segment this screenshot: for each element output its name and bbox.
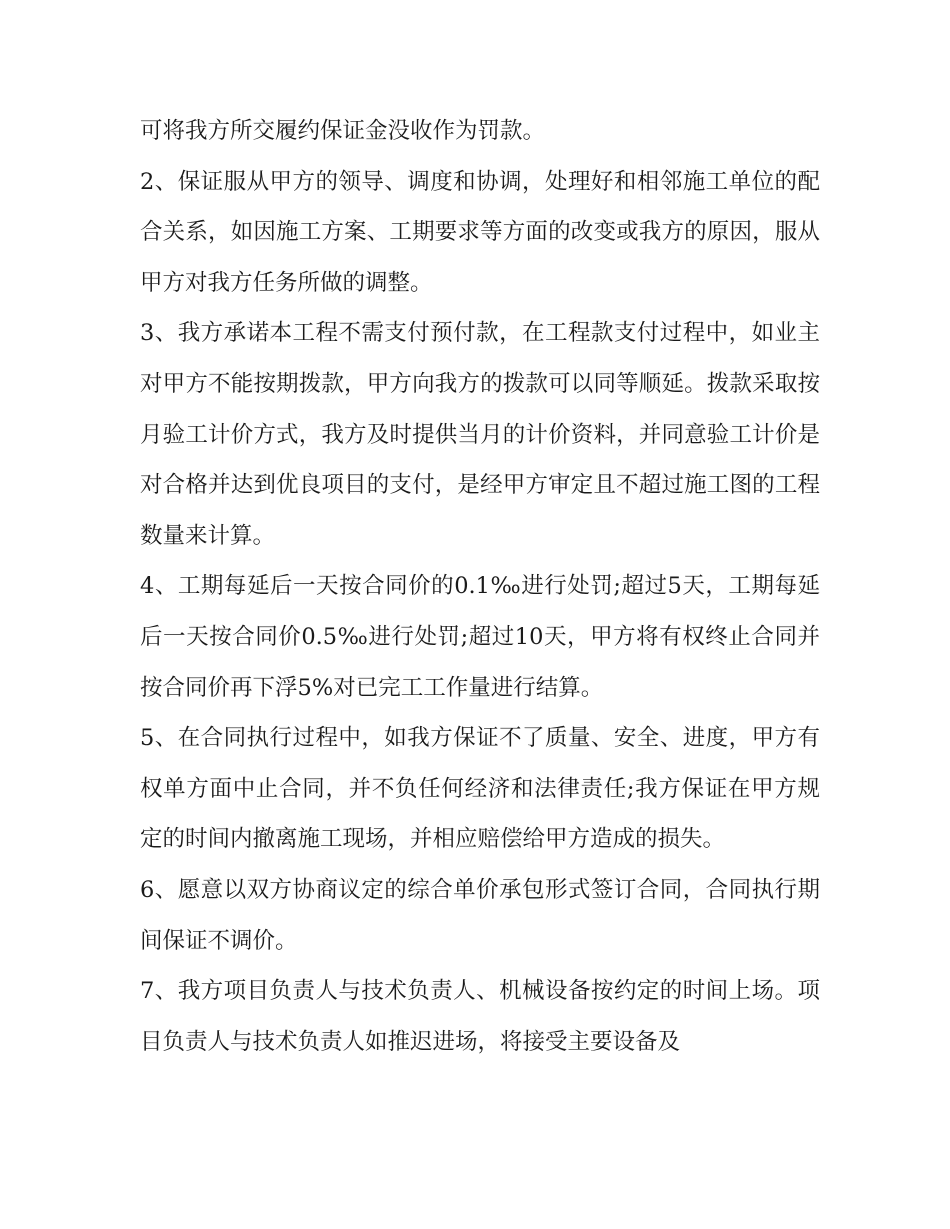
paragraph-continuation: 可将我方所交履约保证金没收作为罚款。 (140, 118, 546, 144)
document-body (140, 106, 820, 1067)
paragraph-item-4: 4、工期每延后一天按合同价的0.1‰进行处罚;超过5天，工期每延后一天按合同价0.5‰进行处罚;超过10天，甲方将有权终止合同并按合同价再下浮5%对已完工工作量进行结算。 (140, 573, 820, 701)
paragraph-item-5: 5、在合同执行过程中，如我方保证不了质量、安全、进度，甲方有权单方面中止合同，并不负任何经济和法律责任;我方保证在甲方规定的时间内撤离施工现场，并相应赔偿给甲方造成的损失。 (140, 725, 820, 853)
paragraph-item-2: 2、保证服从甲方的领导、调度和协调，处理好和相邻施工单位的配合关系，如因施工方案、工期要求等方面的改变或我方的原因，服从甲方对我方任务所做的调整。 (140, 168, 820, 296)
paragraph-item-6: 6、愿意以双方协商议定的综合单价承包形式签订合同，合同执行期间保证不调价。 (140, 876, 820, 954)
paragraph-item-7: 7、我方项目负责人与技术负责人、机械设备按约定的时间上场。项目负责人与技术负责人如推迟进场，将接受主要设备及 (140, 978, 820, 1055)
paragraph-item-3: 3、我方承诺本工程不需支付预付款，在工程款支付过程中，如业主对甲方不能按期拨款，甲方向我方的拨款可以同等顺延。拨款采取按月验工计价方式，我方及时提供当月的计价资料，并同意验工计价是对合格并达到优良项目的支付，是经甲方审定且不超过施工图的工程数量来计算。 (140, 320, 820, 549)
